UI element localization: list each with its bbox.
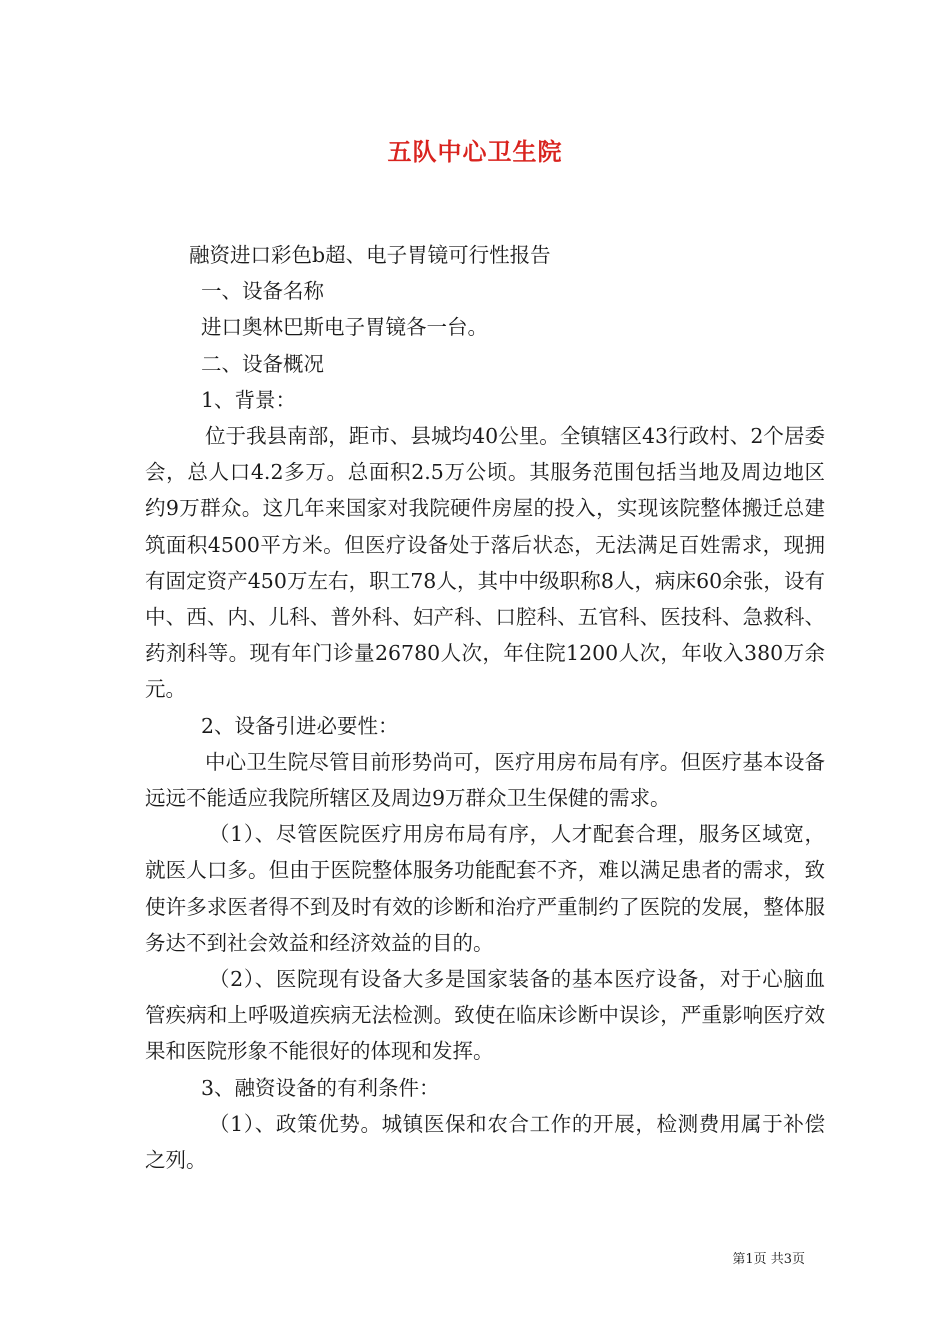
report-heading: 融资进口彩色b超、电子胃镜可行性报告 bbox=[189, 243, 551, 267]
subheading-necessity: 2、设备引进必要性： bbox=[201, 713, 399, 738]
paragraph-equipment-name: 进口奥林巴斯电子胃镜各一台。 bbox=[201, 315, 488, 340]
page-number: 第1页 共3页 bbox=[732, 1252, 805, 1267]
paragraph-policy-advantage: （1）、政策优势。城镇医保和农合工作的开展，检测费用属于补偿之列。 bbox=[145, 1111, 825, 1173]
section-heading-equipment-overview: 二、设备概况 bbox=[201, 351, 324, 376]
document-title: 五队中心卫生院 bbox=[387, 137, 563, 166]
paragraph-necessity: 中心卫生院尽管目前形势尚可，医疗用房布局有序。但医疗基本设备远远不能适应我院所辖区及周边9万群众卫生保健的需求。 bbox=[145, 749, 825, 811]
subheading-favorable-conditions: 3、融资设备的有利条件： bbox=[201, 1075, 440, 1100]
paragraph-necessity-point-2: （2）、医院现有设备大多是国家装备的基本医疗设备，对于心脑血管疾病和上呼吸道疾病无法检测。致使在临床诊断中误诊，严重影响医疗效果和医院形象不能很好的体现和发挥。 bbox=[145, 967, 825, 1064]
subheading-background: 1、背景： bbox=[201, 387, 297, 412]
paragraph-background: 位于我县南部，距市、县城均40公里。全镇辖区43行政村、2个居委会，总人口4.2多万。总面积2.5万公顷。其服务范围包括当地及周边地区约9万群众。这几年来国家对我院硬件房屋的投入，实现该院整体搬迁总建筑面积4500平方米。但医疗设备处于落后状态，无法满足百姓需求，现拥有固定资产450万左右，职工78人，其中中级职称8人，病床60余张，设有中、西、内、儿科、普外科、妇产科、口腔科、五官科、医技科、急救科、药剂科等。现有年门诊量26780人次，年住院1200人次，年收入380万余元。 bbox=[145, 424, 825, 702]
section-heading-equipment-name: 一、设备名称 bbox=[201, 279, 324, 304]
document-body bbox=[145, 237, 825, 1178]
paragraph-necessity-point-1: （1）、尽管医院医疗用房布局有序，人才配套合理，服务区域宽，就医人口多。但由于医院整体服务功能配套不齐，难以满足患者的需求，致使许多求医者得不到及时有效的诊断和治疗严重制约了医院的发展，整体服务达不到社会效益和经济效益的目的。 bbox=[145, 822, 825, 955]
